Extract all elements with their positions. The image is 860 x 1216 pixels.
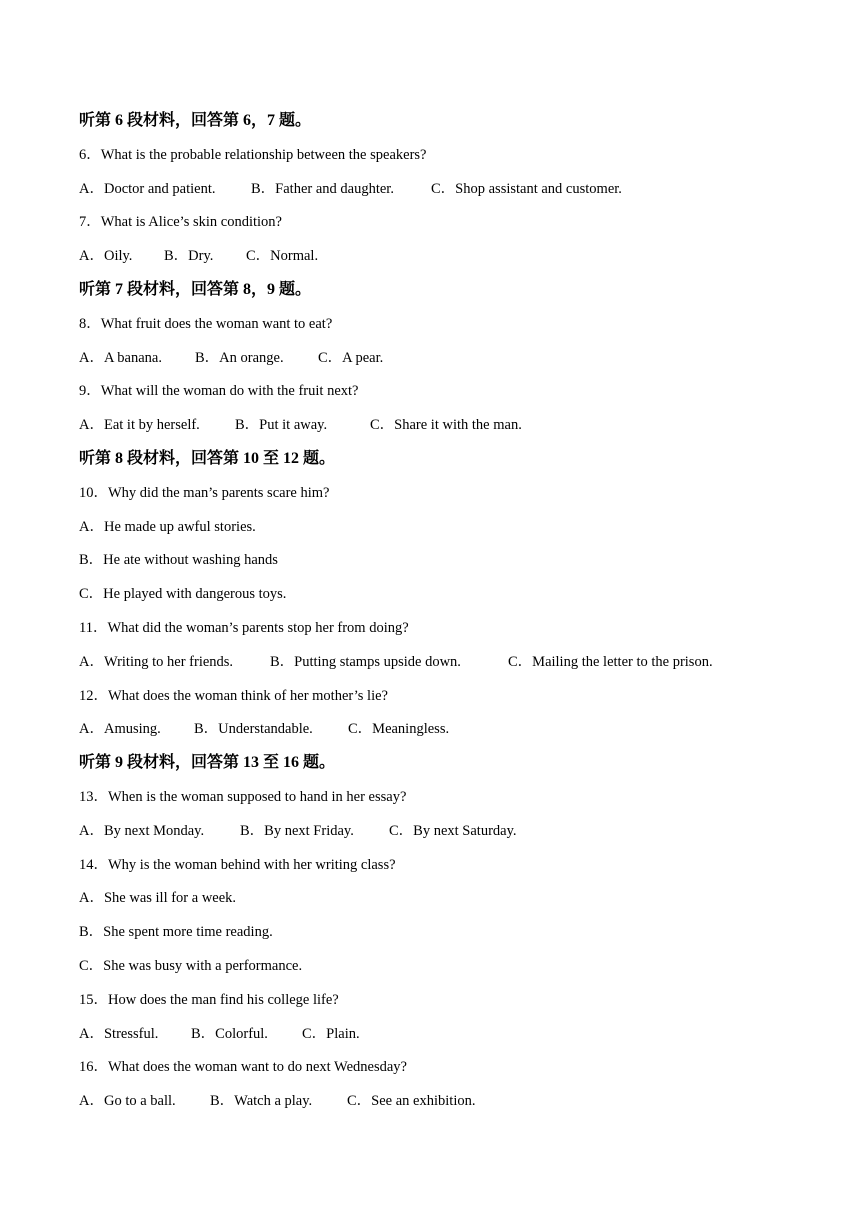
options-row (79, 1088, 839, 1122)
option-c: C．Share it with the man. (370, 417, 522, 434)
option-a: A．Doctor and patient. (79, 180, 216, 197)
option-c: C．Plain. (302, 1025, 360, 1042)
exam-document (79, 108, 839, 1122)
option-c: C．Mailing the letter to the prison. (508, 653, 713, 670)
options-row (79, 176, 839, 210)
option-b: B．Father and daughter. (251, 180, 394, 197)
question-stem: 9．What will the woman do with the fruit next? (79, 383, 359, 400)
option-line: B．She spent more time reading. (79, 924, 273, 941)
option-a: A．Stressful. (79, 1025, 159, 1042)
question-stem: 10．Why did the man’s parents scare him? (79, 484, 330, 501)
option-b: B．Put it away. (235, 417, 328, 434)
option-c: C．A pear. (318, 349, 384, 366)
option-a: A．Eat it by herself. (79, 417, 200, 434)
option-c: C．Meaningless. (348, 721, 450, 738)
option-line: A．She was ill for a week. (79, 890, 237, 907)
section-heading: 听第 9 段材料，回答第 13 至 16 题。 (79, 754, 336, 772)
option-a: A．Oily. (79, 248, 133, 265)
question-stem: 12．What does the woman think of her mother’s lie? (79, 687, 388, 704)
option-b: B．Dry. (164, 248, 214, 265)
option-b: B．Watch a play. (210, 1093, 313, 1110)
option-c: C．Shop assistant and customer. (431, 180, 622, 197)
option-c: C．Normal. (246, 248, 319, 265)
options-row (79, 1021, 839, 1055)
option-b: B．Putting stamps upside down. (270, 653, 461, 670)
section-heading: 听第 6 段材料，回答第 6，7 题。 (79, 112, 312, 129)
option-c: C．See an exhibition. (347, 1093, 476, 1110)
option-line: A．He made up awful stories. (79, 518, 256, 535)
question-stem: 15．How does the man find his college life? (79, 991, 339, 1008)
options-row (79, 243, 839, 277)
option-line: C．He played with dangerous toys. (79, 586, 287, 603)
question-stem: 14．Why is the woman behind with her writing class? (79, 856, 396, 873)
option-a: A．Writing to her friends. (79, 653, 234, 670)
question-stem: 7．What is Alice’s skin condition? (79, 214, 282, 231)
option-line: B．He ate without washing hands (79, 552, 278, 569)
option-line: C．She was busy with a performance. (79, 957, 303, 974)
option-b: B．By next Friday. (240, 822, 354, 839)
section-heading: 听第 7 段材料，回答第 8，9 题。 (79, 280, 312, 298)
option-a: A．Go to a ball. (79, 1093, 176, 1110)
question-stem: 6．What is the probable relationship between the speakers? (79, 146, 427, 163)
option-b: B．Colorful. (191, 1025, 268, 1042)
section-heading: 听第 8 段材料，回答第 10 至 12 题。 (79, 449, 336, 467)
options-row (79, 818, 839, 852)
option-a: A．A banana. (79, 349, 162, 366)
options-row (79, 412, 839, 446)
question-stem: 13．When is the woman supposed to hand in her essay? (79, 788, 407, 805)
question-stem: 8．What fruit does the woman want to eat? (79, 315, 333, 332)
option-a: A．Amusing. (79, 721, 161, 738)
option-b: B．An orange. (195, 349, 284, 366)
option-b: B．Understandable. (194, 721, 313, 738)
question-stem: 16．What does the woman want to do next Wednesday? (79, 1059, 407, 1076)
question-stem: 11．What did the woman’s parents stop her from doing? (79, 619, 409, 636)
option-c: C．By next Saturday. (389, 822, 517, 839)
options-row (79, 649, 839, 683)
options-row (79, 716, 839, 750)
options-row (79, 345, 839, 379)
option-a: A．By next Monday. (79, 822, 205, 839)
